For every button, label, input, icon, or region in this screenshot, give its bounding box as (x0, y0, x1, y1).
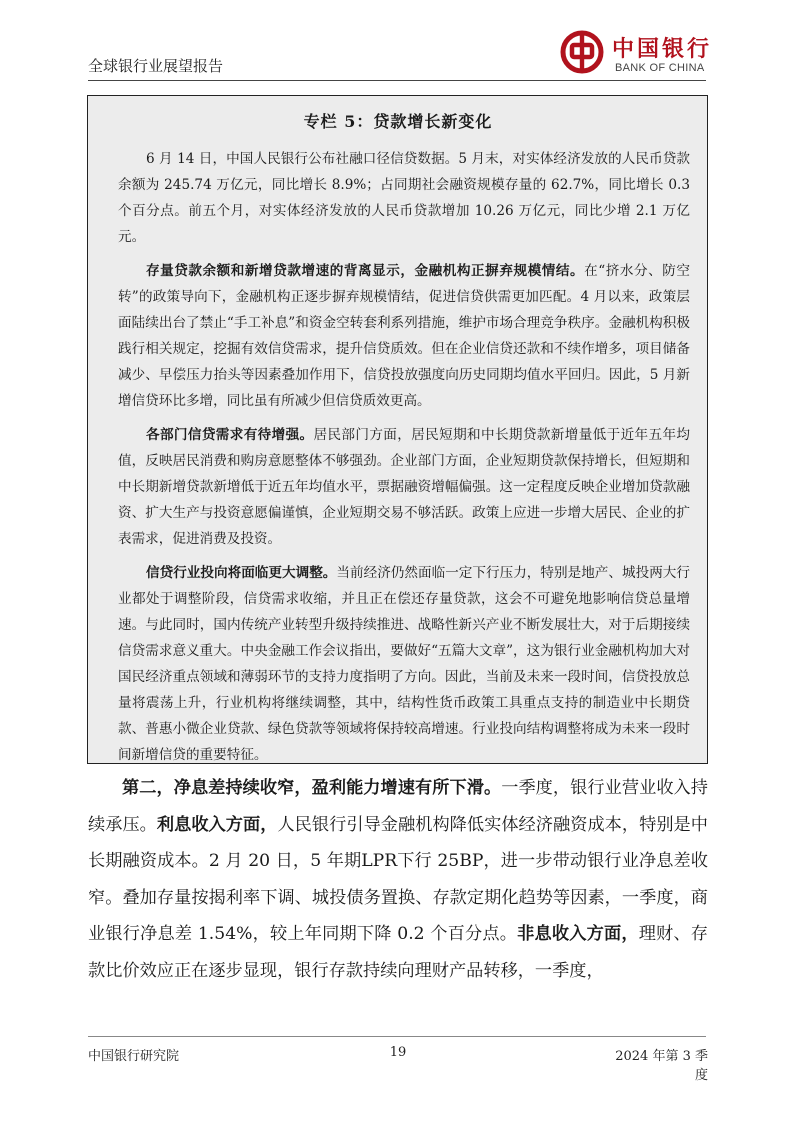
box-paragraph-3-lead: 各部门信贷需求有待增强。 (146, 427, 314, 443)
footer-divider (88, 1036, 706, 1037)
logo-english-text: BANK OF CHINA (615, 62, 705, 74)
bank-logo (560, 30, 720, 78)
box-paragraph-4-lead: 信贷行业投向将面临更大调整。 (146, 565, 337, 581)
box-paragraph-2-lead: 存量贷款余额和新增贷款增速的背离显示，金融机构正摒弃规模情结。 (146, 263, 585, 279)
header-divider (88, 80, 706, 81)
box-paragraph-3-body: 居民部门方面，居民短期和中长期贷款新增量低于近年五年均值，反映居民消费和购房意愿整体不够强劲。企业部门方面，企业短期贷款保持增长，但短期和中长期新增贷款新增低于近五年均值水平，票据融资增幅偏强。这一定程度反映企业增加贷款融资、扩大生产与投资意愿偏谨慎，企业短期交易不够活跃。政策上应进一步增大居民、企业的扩表需求，促进消费及投资。 (118, 427, 691, 547)
sidebar-box (87, 95, 708, 764)
main-lead-2: 利息收入方面， (156, 814, 278, 835)
page-number: 19 (389, 1045, 407, 1060)
main-lead-1: 第二，净息差持续收窄，盈利能力增速有所下滑。 (122, 778, 502, 798)
footer-publisher: 中国银行研究院 (88, 1049, 180, 1064)
box-title: 专栏 5：贷款增长新变化 (303, 112, 493, 131)
box-paragraph-4-body: 当前经济仍然面临一定下行压力，特别是地产、城投两大行业都处于调整阶段，信贷需求收缩，并且正在偿还存量贷款，这会不可避免地影响信贷总量增速。与此同时，国内传统产业转型升级持续推进、战略性新兴产业不断发展壮大，对于后期接续信贷需求意义重大。中央金融工作会议指出，要做好“五篇大文章”，这为银行业金融机构加大对国民经济重点领域和薄弱环节的支持力度指明了方向。因此，当前及未来一段时间，信贷投放总量将震荡上升，行业机构将继续调整，其中，结构性货币政策工具重点支持的制造业中长期贷款、普惠小微企业贷款、绿色贷款等领域将保持较高增速。行业投向结构调整将成为未来一段时间新增信贷的重要特征。 (118, 565, 691, 763)
box-paragraph-4 (118, 560, 690, 768)
box-paragraph-2 (118, 258, 690, 414)
footer-period: 2024 年第 3 季度 (615, 1049, 708, 1083)
main-body-2: 人民银行引导金融机构降低实体经济融资成本，特别是中长期融资成本。2 月 20 日，5 年期LPR下行 25BP，进一步带动银行业净息差收窄。叠加存量按揭利率下调、城投债务置换、存款定期化趋势等因素，一季度，商业银行净息差 1.54%，较上年同期下降 0.2 个百分点。 (88, 814, 708, 944)
report-title: 全球银行业展望报告 (88, 57, 224, 75)
main-body-1: 一季度，银行业营业收入持续承压。 (88, 778, 708, 835)
main-lead-3: 非息收入方面， (517, 924, 639, 944)
main-body-3: 理财、存款比价效应正在逐步显现，银行存款持续向理财产品转移，一季度， (88, 924, 708, 981)
box-paragraph-1: 6 月 14 日，中国人民银行公布社融口径信贷数据。5 月末，对实体经济发放的人民币贷款余额为 245.74 万亿元，同比增长 8.9%；占同期社会融资规模存量的 62.7%，同比增长 0.3 个百分点。前五个月，对实体经济发放的人民币贷款增加 10.26 万亿元，同比少增 2.1 万亿元。 (118, 151, 690, 245)
logo-chinese-text: 中国银行 (612, 37, 713, 62)
box-paragraph-2-body: 在“挤水分、防空转”的政策导向下，金融机构正逐步摒弃规模情结，促进信贷供需更加匹配。4 月以来，政策层面陆续出台了禁止“手工补息”和资金空转套利系列措施，维护市场合理竞争秩序。金融机构积极践行相关规定，挖掘有效信贷需求，提升信贷质效。但在企业信贷还款和不续作增多，项目储备减少、早偿压力抬头等因素叠加作用下，信贷投放强度向历史同期均值水平回归。因此，5 月新增信贷环比多增，同比虽有所减少但信贷质效更高。 (118, 263, 691, 409)
bank-of-china-logo-icon (560, 30, 604, 74)
main-paragraph (88, 770, 708, 989)
box-paragraph-3 (118, 422, 690, 552)
